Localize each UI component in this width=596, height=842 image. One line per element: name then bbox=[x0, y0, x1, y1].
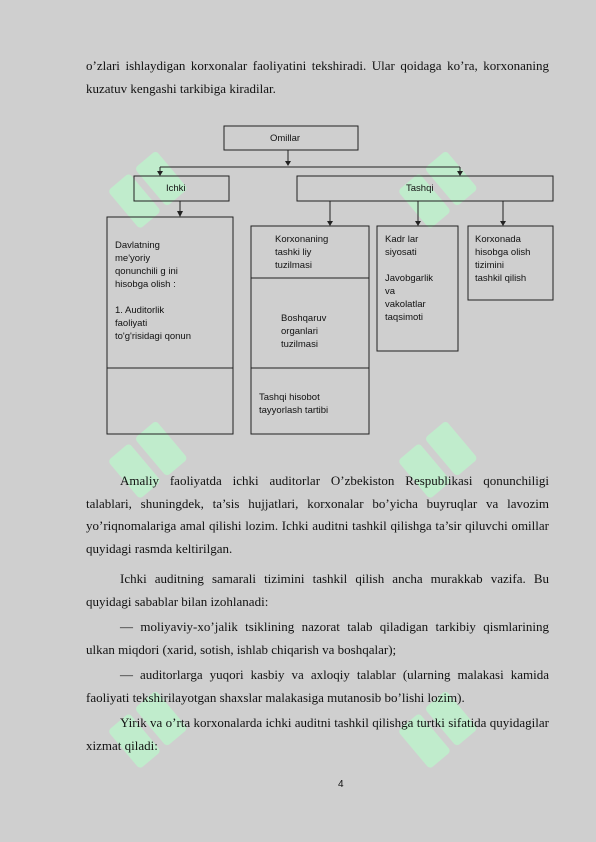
management-text: Boshqaruv organlari tuzilmasi bbox=[281, 313, 327, 350]
paragraph-3: — moliyaviy-xo’jalik tsiklining nazorat talab qiladigan tarkibiy qismlarining ulkan miqdori (xarid, sotish, ishlab chiqarish va boshqalar); bbox=[86, 619, 549, 657]
paragraph-4: — auditorlarga yuqori kasbiy va axloqiy talablar (ularning malakasi kamida faoliyati tekshirilayotgan shaxslar malakasiga mutanosib bo’lishi lozim). bbox=[86, 667, 549, 705]
intro-paragraph: o’zlari ishlaydigan korxonalar faoliyatini tekshiradi. Ular qoidaga ko’ra, korxonaning kuzatuv kengashi tarkibiga kiradilar. bbox=[86, 58, 549, 96]
ichki-factors-text: Davlatning me'yoriy qonunchili g ini hisobga olish : 1. Auditorlik faoliyati to'g'risidagi qonun bbox=[115, 240, 191, 342]
personnel-text: Kadr lar siyosati Javobgarlik va vakolatlar taqsimoti bbox=[385, 234, 434, 323]
paragraph-5: Yirik va o’rta korxonalarda ichki auditni tashkil qilishga turtki sifatida quyidagilar xizmat qiladi: bbox=[86, 715, 549, 753]
omillar-label: Omillar bbox=[270, 133, 301, 144]
ichki-label: Ichki bbox=[166, 183, 186, 194]
org-structure-text: Korxonaning tashki liy tuzilmasi bbox=[275, 234, 329, 271]
paragraph-1: Amaliy faoliyatda ichki auditorlar O’zbekiston Respublikasi qonunchiligi talablari, shuningdek, ta’sis hujjatlari, korxonalar bo’yicha buyruqlar va lavozim yo’riqnomalariga amal qilishi lozim. Ichki auditni tashkil qilishga ta’sir qiluvchi omillar quyidagi rasmda keltirilgan. bbox=[86, 473, 549, 556]
reporting-text: Tashqi hisobot tayyorlash tartibi bbox=[259, 392, 329, 416]
page-number: 4 bbox=[338, 779, 344, 790]
tashqi-label: Tashqi bbox=[406, 183, 434, 194]
accounting-text: Korxonada hisobga olish tizimini tashkil qilish bbox=[475, 234, 531, 284]
paragraph-2: Ichki auditning samarali tizimini tashkil qilish ancha murakkab vazifa. Bu quyidagi sabablar bilan izohlanadi: bbox=[86, 571, 549, 609]
